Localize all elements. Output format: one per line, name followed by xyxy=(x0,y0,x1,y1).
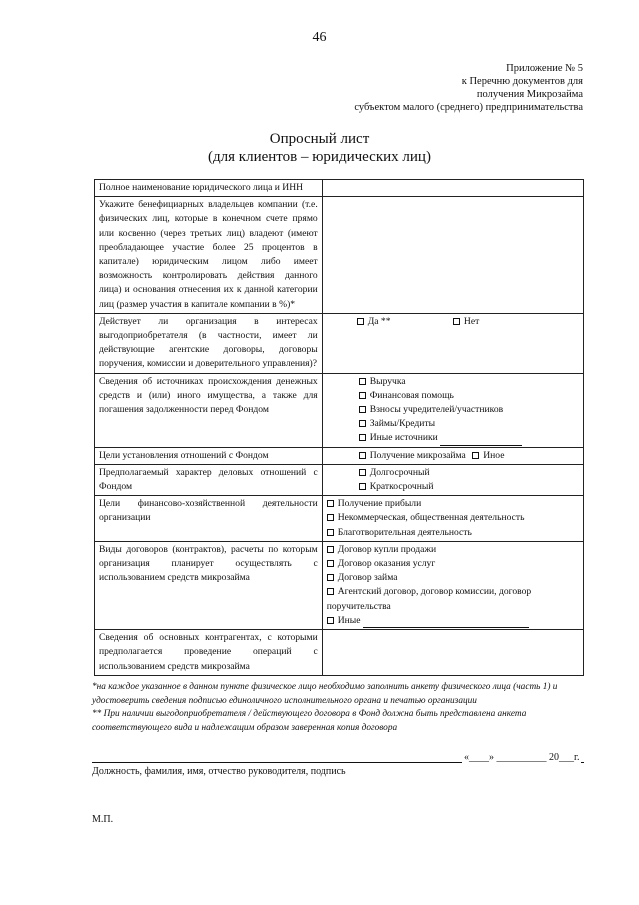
fill-line xyxy=(440,436,522,446)
checkbox-icon xyxy=(359,434,366,441)
table-row xyxy=(95,630,584,676)
checkbox-icon xyxy=(359,378,366,385)
option-yes[interactable]: Да ** xyxy=(357,316,391,327)
answer-cell xyxy=(322,464,583,495)
checkbox-icon xyxy=(327,560,334,567)
option-no[interactable]: Нет xyxy=(453,316,479,327)
checkbox-icon xyxy=(327,514,334,521)
footnote: *на каждое указанное в данном пункте физическое лицо необходимо заполнить анкету физического лица (часть 1) и удостоверить сведения подписью единоличного исполнительного органа и печатью организации xyxy=(92,682,558,706)
table-row xyxy=(95,197,584,314)
table-row xyxy=(95,373,584,447)
question-cell: Предполагаемый характер деловых отношений с Фондом xyxy=(95,464,323,495)
checkbox-icon xyxy=(327,617,334,624)
option-revenue[interactable]: Выручка xyxy=(359,375,579,389)
option-loans[interactable]: Займы/Кредиты xyxy=(359,417,579,431)
question-cell: Цели установления отношений с Фондом xyxy=(95,447,323,464)
answer-cell xyxy=(322,496,583,542)
option-other-sources[interactable]: Иные источники xyxy=(359,431,579,445)
question-cell: Сведения об основных контрагентах, с которыми предполагается проведение операций с использованием средств микрозайма xyxy=(95,630,323,676)
question-cell: Цели финансово-хозяйственной деятельности организации xyxy=(95,496,323,542)
answer-cell xyxy=(322,373,583,447)
checkbox-icon xyxy=(327,546,334,553)
option-sale-contract[interactable]: Договор купли продажи xyxy=(327,543,579,557)
title-sub: (для клиентов – юридических лиц) xyxy=(208,149,431,165)
question-cell: Действует ли организация в интересах выгодоприобретателя (в частности, имеет ли действующие агентские договоры, договоры поручения, комиссии и доверительного управления)? xyxy=(95,313,323,373)
stamp-label: М.П. xyxy=(92,814,114,825)
beneficial-owners-field[interactable] xyxy=(322,197,583,314)
answer-cell xyxy=(322,447,583,464)
checkbox-icon xyxy=(359,483,366,490)
question-cell: Сведения об источниках происхождения денежных средств и (или) иного имущества, а также для погашения задолженности перед Фондом xyxy=(95,373,323,447)
table-row xyxy=(95,180,584,197)
checkbox-icon xyxy=(327,574,334,581)
fill-line xyxy=(363,618,529,628)
title-main: Опросный лист xyxy=(269,131,370,147)
option-charity[interactable]: Благотворительная деятельность xyxy=(327,526,579,540)
signature-label: Должность, фамилия, имя, отчество руководителя, подпись xyxy=(92,766,346,777)
option-non-commercial[interactable]: Некоммерческая, общественная деятельность xyxy=(327,511,579,525)
option-other-contracts[interactable]: Иные xyxy=(327,614,579,628)
counterparties-field[interactable] xyxy=(322,630,583,676)
checkbox-icon xyxy=(472,452,479,459)
option-long-term[interactable]: Долгосрочный xyxy=(359,466,579,480)
option-get-microloan[interactable]: Получение микрозайма xyxy=(359,450,466,461)
checkbox-icon xyxy=(359,392,366,399)
appendix-line: субъектом малого (среднего) предпринимательства xyxy=(354,102,583,113)
question-cell: Виды договоров (контрактов), расчеты по которым организация планирует осуществлять с использованием средств микрозайма xyxy=(95,541,323,629)
option-other-purpose[interactable]: Иное xyxy=(472,450,504,461)
checkbox-icon xyxy=(327,529,334,536)
option-profit[interactable]: Получение прибыли xyxy=(327,497,579,511)
checkbox-icon xyxy=(359,469,366,476)
checkbox-icon xyxy=(327,588,334,595)
checkbox-icon xyxy=(359,452,366,459)
option-agency-contract[interactable]: Агентский договор, договор комиссии, договор поручительства xyxy=(326,586,532,612)
appendix-line: Приложение № 5 xyxy=(506,63,583,74)
table-row xyxy=(95,313,584,373)
option-service-contract[interactable]: Договор оказания услуг xyxy=(327,557,579,571)
answer-cell xyxy=(322,313,583,373)
footnote: ** При наличии выгодоприобретателя / действующего договора в Фонд должна быть представлена анкета соответствующего вида и надлежащим образом заверенная копия договора xyxy=(92,709,527,733)
footnotes xyxy=(92,681,592,735)
answer-cell xyxy=(322,541,583,629)
option-founder-contributions[interactable]: Взносы учредителей/участников xyxy=(359,403,579,417)
appendix-line: получения Микрозайма xyxy=(476,89,583,100)
checkbox-icon xyxy=(327,500,334,507)
question-cell: Полное наименование юридического лица и ИНН xyxy=(95,180,323,197)
document-title xyxy=(0,130,639,166)
appendix-line: к Перечню документов для xyxy=(461,76,583,87)
company-name-inn-field[interactable] xyxy=(322,180,583,197)
appendix-header xyxy=(354,62,583,114)
table-row xyxy=(95,541,584,629)
signature-date[interactable]: «____» __________ 20___г. xyxy=(464,752,580,763)
table-row xyxy=(95,464,584,495)
question-cell: Укажите бенефициарных владельцев компании (т.е. физических лиц, которые в конечном счете прямо или косвенно (через третьих лиц) владеют (имеют преобладающее участие более 25 процентов в капитале) юридическим лицом либо имеет возможность контролировать действия данного лица) и основания отнесения их к данной категории лиц (размер участия в капитале компании в %)* xyxy=(95,197,323,314)
checkbox-icon xyxy=(453,318,460,325)
checkbox-icon xyxy=(359,406,366,413)
option-financial-aid[interactable]: Финансовая помощь xyxy=(359,389,579,403)
checkbox-icon xyxy=(359,420,366,427)
page-number: 46 xyxy=(312,30,327,45)
questionnaire-table xyxy=(94,179,584,676)
option-short-term[interactable]: Краткосрочный xyxy=(359,480,579,494)
table-row xyxy=(95,447,584,464)
checkbox-icon xyxy=(357,318,364,325)
option-loan-contract[interactable]: Договор займа xyxy=(327,571,579,585)
table-row xyxy=(95,496,584,542)
